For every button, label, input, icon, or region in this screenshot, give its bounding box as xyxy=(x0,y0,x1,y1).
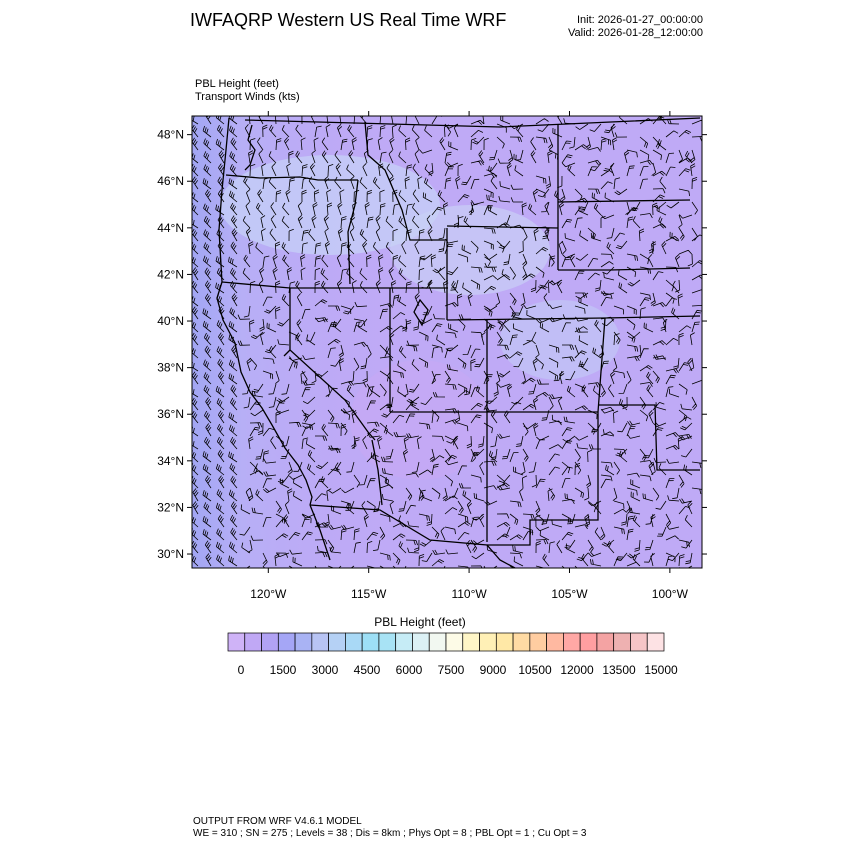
lat-tick-label: 30°N xyxy=(157,547,184,562)
colorbar-label: 3000 xyxy=(311,663,339,677)
lon-tick-label: 110°W xyxy=(451,587,487,601)
lat-tick-label: 44°N xyxy=(157,220,184,235)
colorbar-swatch xyxy=(513,633,530,651)
lat-tick-label: 40°N xyxy=(157,314,184,329)
colorbar xyxy=(228,633,664,651)
colorbar-swatch xyxy=(614,633,631,651)
lat-tick-label: 46°N xyxy=(157,174,184,189)
colorbar-label: 1500 xyxy=(269,663,297,677)
colorbar-label: 0 xyxy=(237,663,245,677)
colorbar-label: 15000 xyxy=(644,663,678,677)
lon-tick-label: 100°W xyxy=(651,587,688,601)
map-plot-area xyxy=(189,111,704,578)
colorbar-swatch xyxy=(329,633,346,651)
lat-tick-label: 34°N xyxy=(157,453,184,468)
colorbar-swatch xyxy=(245,633,262,651)
lat-tick-label: 42°N xyxy=(157,267,184,282)
colorbar-swatch xyxy=(463,633,480,651)
plot-title: IWFAQRP Western US Real Time WRF xyxy=(190,10,507,30)
colorbar-label: 10500 xyxy=(518,663,552,677)
colorbar-swatch xyxy=(362,633,379,651)
lon-tick-label: 115°W xyxy=(351,587,387,601)
lon-tick-label: 120°W xyxy=(250,587,287,601)
colorbar-label: 13500 xyxy=(602,663,636,677)
pbl-fill-arizona xyxy=(350,360,490,480)
colorbar-swatch xyxy=(446,633,463,651)
init-time: Init: 2026-01-27_00:00:00 xyxy=(577,14,703,26)
colorbar-swatch xyxy=(278,633,295,651)
colorbar-label: 12000 xyxy=(560,663,594,677)
lon-tick-label: 105°W xyxy=(551,587,588,601)
lat-tick-label: 36°N xyxy=(157,407,184,422)
field-label-pbl: PBL Height (feet) xyxy=(195,78,279,90)
pbl-fill-wyoming xyxy=(390,205,550,295)
colorbar-label: 7500 xyxy=(437,663,465,677)
colorbar-swatch xyxy=(295,633,312,651)
colorbar-swatch xyxy=(480,633,497,651)
colorbar-swatch xyxy=(396,633,413,651)
colorbar-swatch xyxy=(630,633,647,651)
valid-time: Valid: 2026-01-28_12:00:00 xyxy=(568,27,703,39)
footer-model: OUTPUT FROM WRF V4.6.1 MODEL xyxy=(193,816,362,827)
colorbar-swatch xyxy=(345,633,362,651)
colorbar-swatch xyxy=(496,633,513,651)
colorbar-swatch xyxy=(597,633,614,651)
colorbar-swatch xyxy=(580,633,597,651)
colorbar-label: 6000 xyxy=(395,663,423,677)
colorbar-swatch xyxy=(412,633,429,651)
colorbar-swatch xyxy=(312,633,329,651)
field-label-winds: Transport Winds (kts) xyxy=(195,91,300,103)
colorbar-swatch xyxy=(429,633,446,651)
lat-tick-label: 38°N xyxy=(157,360,184,375)
colorbar-swatch xyxy=(563,633,580,651)
colorbar-swatch xyxy=(530,633,547,651)
colorbar-label: 9000 xyxy=(479,663,507,677)
colorbar-title: PBL Height (feet) xyxy=(374,615,466,629)
lat-tick-label: 32°N xyxy=(157,500,184,515)
lat-tick-label: 48°N xyxy=(157,127,184,142)
colorbar-swatch xyxy=(379,633,396,651)
footer-config: WE = 310 ; SN = 275 ; Levels = 38 ; Dis = 8km ; Phys Opt = 8 ; PBL Opt = 1 ; Cu Opt = 3 xyxy=(193,828,587,839)
colorbar-label: 4500 xyxy=(353,663,381,677)
colorbar-swatch xyxy=(228,633,245,651)
colorbar-swatch xyxy=(262,633,279,651)
colorbar-swatch xyxy=(547,633,564,651)
colorbar-swatch xyxy=(647,633,664,651)
